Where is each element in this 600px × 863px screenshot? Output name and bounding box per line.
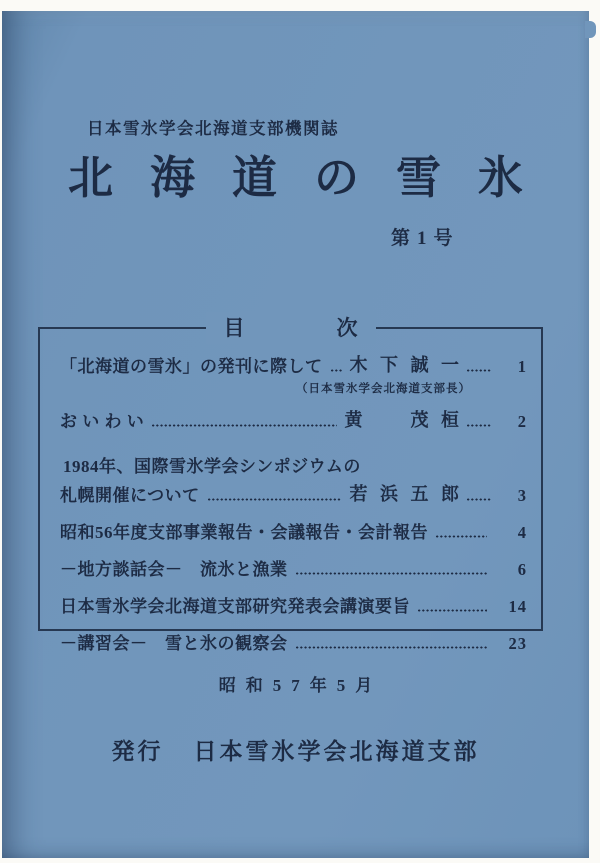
toc-entry-title: －地方談話会－ 流氷と漁業 [60, 560, 288, 579]
toc-entry [60, 406, 527, 432]
publication-date: 昭和57年5月 [218, 676, 383, 695]
toc-entry [60, 452, 527, 506]
issue-number: 第1号 [391, 228, 460, 249]
dot-leader [467, 498, 491, 501]
dot-leader [331, 369, 342, 372]
toc-entry-title: 札幌開催について [60, 486, 200, 505]
dot-leader [418, 609, 487, 612]
toc-entry [60, 555, 527, 580]
journal-title: 北海道の雪氷 [67, 153, 560, 203]
toc-entry-author: 木 下 誠 一 [349, 355, 463, 375]
toc-entry-author: 若 浜 五 郎 [349, 484, 463, 504]
scan-edge-artifact [585, 21, 596, 38]
dot-leader [152, 424, 336, 427]
toc-entry-title: 日本雪氷学会北海道支部研究発表会講演要旨 [60, 597, 410, 616]
toc-header-char: 次 [336, 316, 358, 340]
toc-entry-list [60, 331, 527, 668]
toc-entry [60, 592, 527, 617]
dot-leader [296, 572, 488, 575]
toc-entry-page: 23 [508, 634, 527, 653]
toc-entry-page: 1 [517, 357, 527, 376]
publisher-line [2, 733, 589, 766]
table-of-contents [38, 316, 543, 653]
publisher-label: 発行 [111, 739, 164, 764]
toc-entry-note: （日本雪氷学会北海道支部長） [296, 383, 471, 395]
dot-leader [436, 535, 487, 538]
journal-cover-page [2, 11, 589, 858]
toc-entry-title: お い わ い [60, 412, 145, 431]
toc-header-char: 目 [223, 316, 245, 340]
journal-note: 日本雪氷学会北海道支部機関誌 [87, 119, 339, 138]
toc-entry-page: 14 [508, 597, 527, 616]
toc-entry-page: 4 [517, 523, 527, 542]
toc-entry-title: －講習会－ 雪と氷の観察会 [60, 634, 288, 653]
toc-entry-page: 2 [517, 412, 527, 431]
publisher-name: 日本雪氷学会北海道支部 [193, 739, 480, 764]
dot-leader [296, 646, 488, 649]
toc-entry-page: 3 [517, 486, 527, 505]
toc-entry-page: 6 [517, 560, 527, 579]
toc-entry-title: 「北海道の雪氷」の発刊に際して [60, 357, 323, 376]
toc-entry [60, 351, 527, 377]
toc-entry [60, 518, 527, 543]
toc-entry-title: 昭和56年度支部事業報告・会議報告・会計報告 [60, 523, 428, 542]
toc-entry [60, 629, 527, 654]
dot-leader [467, 424, 491, 427]
dot-leader [467, 369, 491, 372]
dot-leader [208, 498, 342, 501]
toc-entry-title-line1: 1984年、国際雪氷学会シンポジウムの [63, 457, 361, 476]
toc-entry-author: 黄 茂 桓 [344, 410, 463, 430]
